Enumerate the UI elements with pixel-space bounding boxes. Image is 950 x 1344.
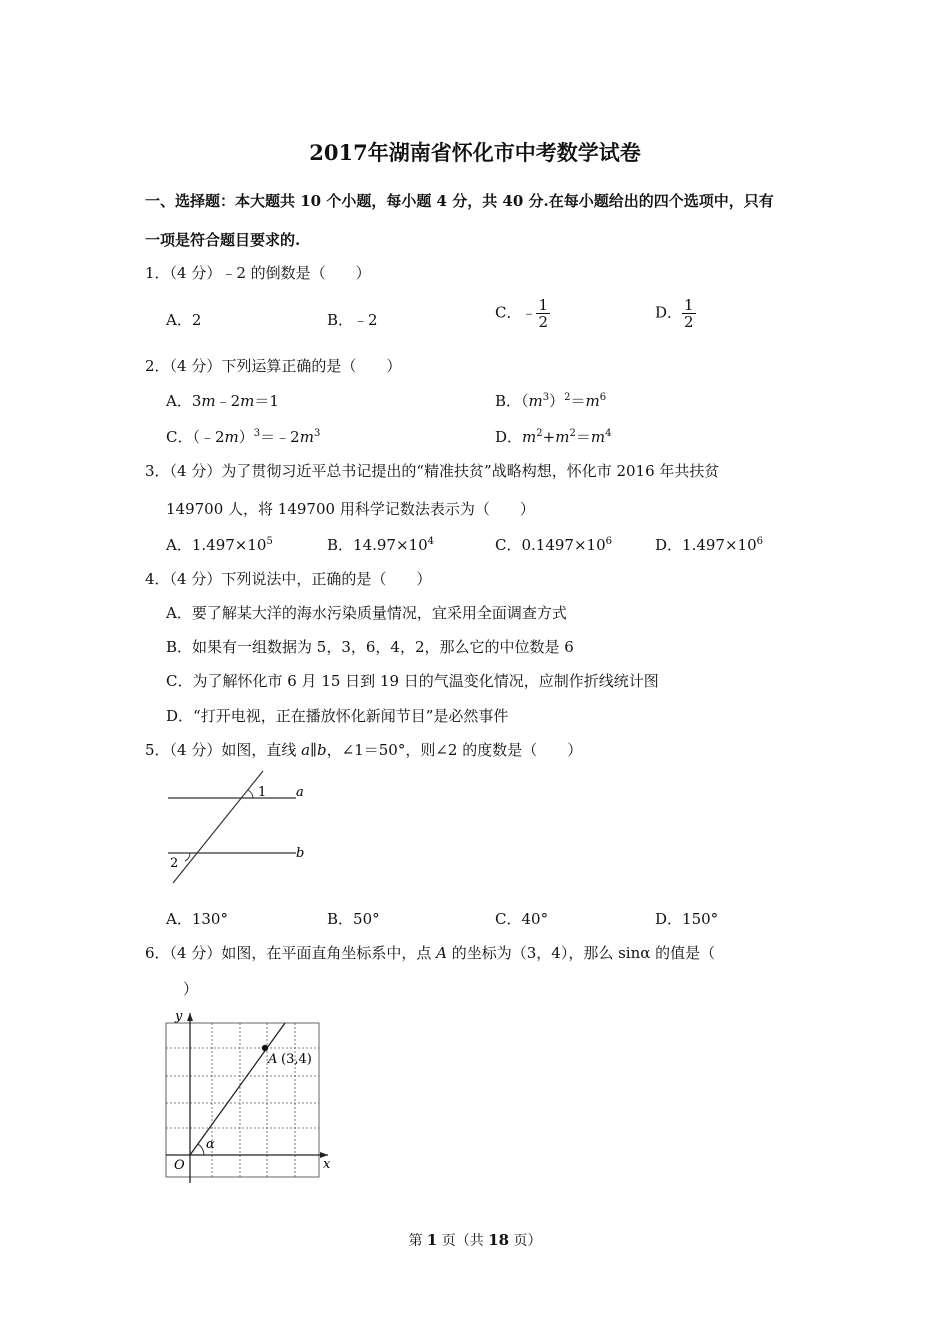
q5-option-a: A．130° [166,910,228,928]
q2-b-close: ） [549,392,565,410]
section-heading-line2: 一项是符合题目要求的. [145,231,301,249]
q5-angle2-label: 2 [170,856,179,871]
q6-stem-pre: 6．（4 分）如图，在平面直角坐标系中，点 [145,944,437,962]
q6-point-a-dot [262,1045,268,1051]
q1-option-d-prefix: D． [655,303,683,322]
q5-option-b: B．50° [327,910,380,928]
q2-a-mid: ﹣2 [215,392,241,410]
q5-angle1-arc [248,790,253,798]
q1-option-d-fraction [682,297,696,330]
q5-option-c: C．40° [495,910,549,928]
q6-grid-border [166,1023,319,1177]
q2-c-var: m [224,428,239,446]
q1-option-c-prefix: C．﹣ [495,303,537,322]
q5-stem-post: ，∠1＝50°，则∠2 的度数是（ ） [326,741,583,759]
q1-option-b: B．﹣2 [327,311,378,329]
question-4-stem: 4．（4 分）下列说法中，正确的是（ ） [145,570,432,588]
q2-option-d [495,426,611,447]
q6-alpha-arc [198,1144,204,1155]
q6-stem-post: 的坐标为（3，4），那么 sinα 的值是（ [446,944,716,962]
q3-option-c [495,534,612,555]
q2-c-exp1: 3 [253,428,261,439]
q5-stem-pre: 5．（4 分）如图，直线 [145,741,302,759]
q2-b-label: B．（ [495,392,529,410]
q2-d-label: D． [495,428,523,446]
q2-d-var1: m [522,428,537,446]
q2-b-exp3: 6 [599,392,607,403]
q3-option-b [327,534,434,555]
q2-b-var: m [528,392,543,410]
q4-option-d: D．“打开电视，正在播放怀化新闻节目”是必然事件 [166,707,509,725]
q3-option-a [166,534,273,555]
q3-d-base: D．1.497×10 [655,536,757,554]
q2-d-plus: + [542,428,556,446]
q2-b-exp1: 3 [542,392,550,403]
q2-d-exp2: 2 [569,428,576,439]
q1-d-numerator: 1 [684,296,694,314]
q3-d-exp: 6 [756,536,763,547]
q3-option-d [655,534,763,555]
q3-b-exp: 4 [427,536,434,547]
q5-option-d: D．150° [655,910,719,928]
q1-c-denominator: 2 [538,313,549,331]
q6-point-a-coord: (3,4) [281,1052,312,1067]
question-6-close-paren: ） [183,980,199,998]
question-1-stem: 1．（4 分）﹣2 的倒数是（ ） [145,264,371,282]
question-3-stem-line1: 3．（4 分）为了贯彻习近平总书记提出的“精准扶贫”战略构想，怀化市 2016 年共扶贫 [145,462,720,480]
q1-option-d [655,297,696,330]
q5-line-a-label: a [296,785,304,800]
q2-c-eq: ＝﹣2 [260,428,300,446]
question-6-stem [145,942,715,963]
q2-d-var2: m [555,428,570,446]
q2-d-var3: m [590,428,606,446]
q2-c-close: ） [238,428,254,446]
q4-option-a: A．要了解某大洋的海水污染质量情况，宜采用全面调查方式 [166,604,567,622]
q2-b-eq: ＝ [570,392,586,410]
q3-c-base: C．0.1497×10 [495,536,606,554]
q6-point-a: A [436,944,447,962]
page-footer [0,1230,950,1250]
q2-a-label: A．3 [166,392,202,410]
q6-alpha-label: α [206,1137,215,1152]
footer-post: 页） [509,1233,542,1249]
q6-y-label: y [175,1009,183,1024]
q6-ray-oa [190,1023,285,1155]
q2-c-var2: m [299,428,314,446]
q6-y-arrow [187,1013,193,1021]
q2-c-label: C．（﹣2 [166,428,225,446]
q2-b-var2: m [585,392,600,410]
q5-line-a: a [301,741,311,759]
q6-origin-label: O [174,1158,185,1173]
q1-d-denominator: 2 [684,313,694,331]
q5-line-b-label: b [296,846,305,861]
q5-parallel: ∥ [310,741,318,759]
q5-parallel-lines-figure [160,765,320,890]
q6-coordinate-figure [160,1005,340,1190]
q6-x-label: x [323,1157,331,1172]
section-heading-line1: 一、选择题：本大题共 10 个小题，每小题 4 分，共 40 分.在每小题给出的四个选项中，只有 [145,192,774,210]
q2-d-exp3: 4 [605,428,612,439]
q4-option-b: B．如果有一组数据为 5，3，6，4，2，那么它的中位数是 6 [166,638,574,656]
q3-a-exp: 5 [266,536,273,547]
q1-option-a: A．2 [166,311,202,329]
q2-option-c [166,426,320,447]
question-5-stem [145,739,582,760]
q2-a-end: ＝1 [254,392,279,410]
footer-mid: 页（共 [437,1233,489,1249]
q1-option-c [495,297,550,330]
q3-a-base: A．1.497×10 [166,536,267,554]
q2-option-a [166,390,279,411]
q5-angle1-label: 1 [258,785,267,800]
q2-d-exp1: 2 [536,428,543,439]
q5-line-b: b [317,741,327,759]
q3-c-exp: 6 [605,536,612,547]
q1-option-c-fraction [536,297,550,330]
q3-b-base: B．14.97×10 [327,536,428,554]
q2-a-var2: m [240,392,255,410]
q5-angle2-arc [185,853,190,861]
q4-option-c: C．为了解怀化市 6 月 15 日到 19 日的气温变化情况，应制作折线统计图 [166,672,659,690]
q2-c-exp2: 3 [313,428,321,439]
q1-c-numerator: 1 [538,296,549,314]
footer-page-number: 1 [426,1231,438,1249]
question-3-stem-line2: 149700 人，将 149700 用科学记数法表示为（ ） [166,500,535,518]
q5-transversal [173,771,263,883]
q2-b-exp2: 2 [564,392,571,403]
q2-d-eq: ＝ [575,428,591,446]
q6-point-a-label: A [268,1052,278,1067]
q2-a-var1: m [201,392,216,410]
page-title: 2017年湖南省怀化市中考数学试卷 [309,140,641,165]
q6-grid [166,1023,319,1177]
footer-pre: 第 [408,1233,427,1249]
question-2-stem: 2．（4 分）下列运算正确的是（ ） [145,357,402,375]
footer-total-pages: 18 [488,1231,510,1249]
q2-option-b [495,390,606,411]
